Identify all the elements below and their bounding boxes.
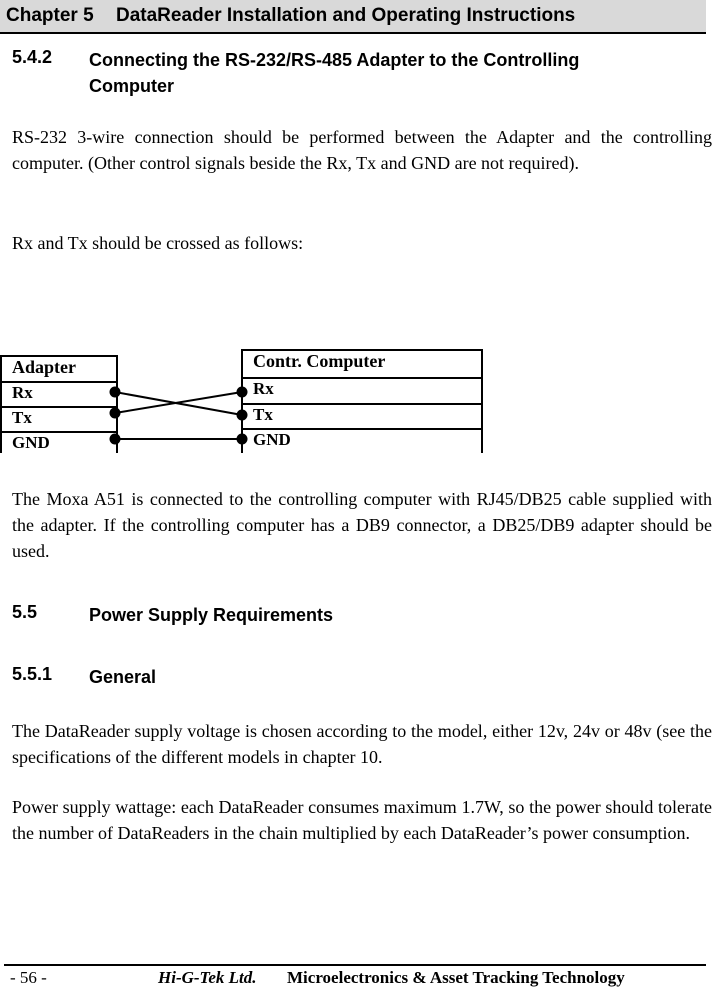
section-title: Connecting the RS-232/RS-485 Adapter to the Controlling Computer — [89, 50, 580, 96]
chapter-number: Chapter 5 — [6, 5, 94, 26]
pin-adapter-rx — [110, 387, 121, 398]
section-heading-5-5 — [12, 602, 692, 628]
footer-tagline: Microelectronics & Asset Tracking Technology — [287, 968, 625, 987]
computer-row-label: Rx — [253, 379, 274, 398]
adapter-row-label: GND — [12, 433, 50, 452]
footer-company: Hi-G-Tek Ltd. — [158, 968, 257, 987]
footer-rule — [4, 964, 706, 966]
section-heading-5-5-1 — [12, 664, 692, 690]
adapter-row-label: Tx — [12, 408, 32, 427]
paragraph-supply-wattage: Power supply wattage: each DataReader consumes maximum 1.7W, so the power should tolerate the number of DataReaders in the chain multiplied by each DataReader’s power consumption. — [12, 797, 712, 843]
section-title: General — [89, 667, 157, 687]
paragraph-crossed-note: Rx and Tx should be crossed as follows: — [12, 233, 304, 253]
paragraph-moxa-cable: The Moxa A51 is connected to the controlling computer with RJ45/DB25 cable supplied with the adapter. If the controlling computer has a DB9 connector, a DB25/DB9 adapter should be used. — [12, 489, 712, 561]
adapter-title-label: Adapter — [12, 357, 76, 377]
paragraph-supply-voltage: The DataReader supply voltage is chosen according to the model, either 12v, 24v or 48v (see the specifications of the different models in chapter 10. — [12, 721, 712, 767]
section-number: 5.4.2 — [12, 47, 53, 67]
paragraph-rs232-connection: RS-232 3-wire connection should be performed between the Adapter and the controlling computer. (Other control signals beside the Rx, Tx and GND are not required). — [12, 127, 712, 173]
computer-title-label: Contr. Computer — [253, 351, 386, 371]
computer-row-label: GND — [253, 430, 291, 449]
pin-adapter-tx — [110, 408, 121, 419]
page-number: - 56 - — [10, 968, 47, 987]
section-number: 5.5.1 — [12, 664, 53, 684]
section-title: Power Supply Requirements — [89, 605, 334, 625]
pin-computer-gnd — [237, 434, 248, 445]
pin-adapter-gnd — [110, 434, 121, 445]
chapter-header — [0, 0, 706, 34]
computer-row-label: Tx — [253, 405, 273, 424]
section-heading-5-4-2 — [12, 47, 692, 107]
adapter-row-label: Rx — [12, 383, 33, 402]
pin-computer-rx — [237, 387, 248, 398]
pin-computer-tx — [237, 410, 248, 421]
wiring-lines — [0, 340, 712, 460]
section-number: 5.5 — [12, 602, 38, 622]
chapter-title: DataReader Installation and Operating Instructions — [116, 5, 576, 26]
